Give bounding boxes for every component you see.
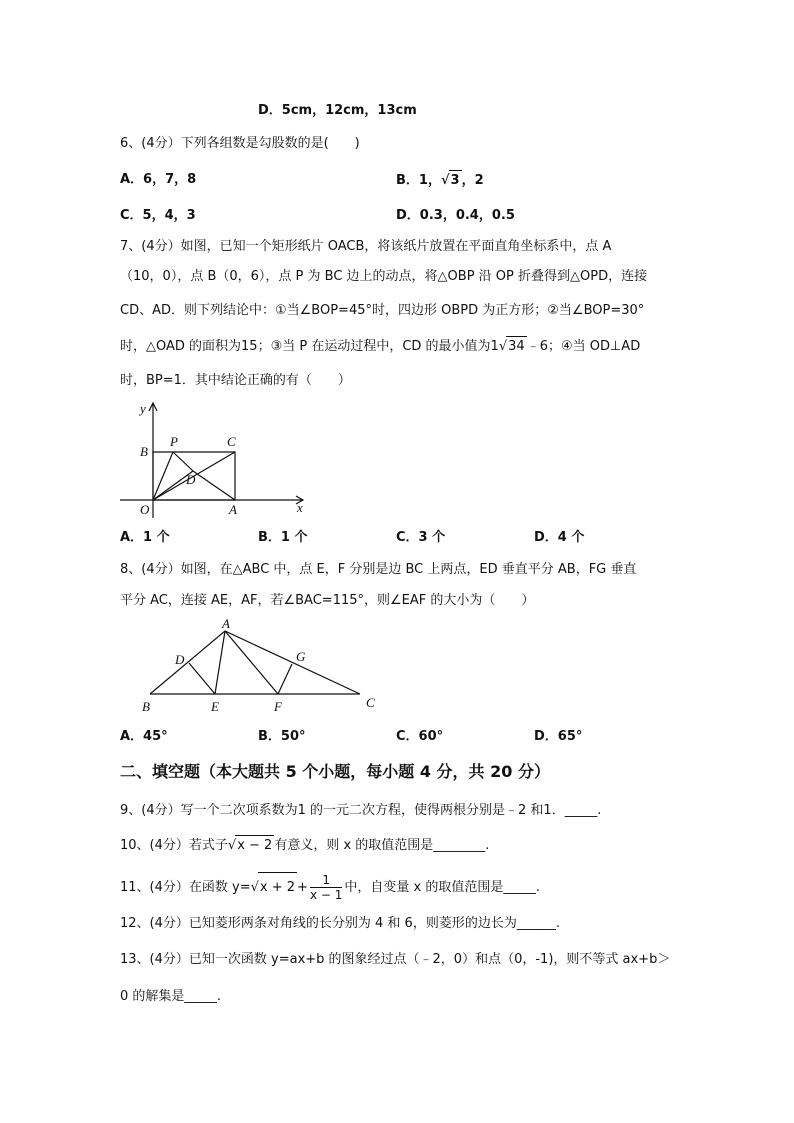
q11-fraction bbox=[310, 873, 342, 902]
q7-line-1: 7、(4分）如图，已知一个矩形纸片 OACB，将该纸片放置在平面直角坐标系中，点 A bbox=[120, 239, 612, 254]
q10-text bbox=[120, 835, 489, 856]
q13-line-2: 0 的解集是_____. bbox=[120, 989, 222, 1004]
q7-line-3: CD、AD．则下列结论中：①当∠BOP=45°时，四边形 OBPD 为正方形；②当∠BOP=30° bbox=[120, 303, 645, 318]
q7-line-5: 时，BP=1．其中结论正确的有（ ） bbox=[120, 373, 351, 388]
label-a: A bbox=[229, 502, 237, 517]
q11-radicand: x + 2 bbox=[258, 872, 297, 903]
q7-option-d: D．4 个 bbox=[534, 530, 585, 545]
q7-option-a: A．1 个 bbox=[120, 530, 170, 545]
segment-af bbox=[225, 631, 278, 694]
q7-figure bbox=[120, 398, 320, 520]
radical-sign: √ bbox=[227, 838, 237, 853]
q10-post: 有意义，则 x 的取值范围是________. bbox=[274, 838, 490, 853]
label-b: B bbox=[142, 699, 150, 714]
label-b: B bbox=[140, 444, 148, 459]
q11-plus: + bbox=[297, 880, 308, 895]
q7-option-b: B．1 个 bbox=[258, 530, 308, 545]
label-y: y bbox=[140, 401, 146, 416]
q6-option-b-pre: B．1， bbox=[396, 173, 441, 188]
q6-option-d: D．0.3，0.4，0.5 bbox=[396, 208, 515, 223]
label-p: P bbox=[170, 434, 178, 449]
segment-ab bbox=[150, 631, 225, 694]
q6-option-b bbox=[396, 170, 484, 191]
q11-post: 中，自变量 x 的取值范围是_____. bbox=[344, 880, 540, 895]
segment-de bbox=[189, 663, 215, 694]
q8-option-d: D．65° bbox=[534, 729, 583, 744]
q8-option-b: B．50° bbox=[258, 729, 306, 744]
label-c: C bbox=[366, 695, 375, 710]
label-x: x bbox=[297, 500, 303, 515]
q7-line-2: （10，0），点 B（0，6），点 P 为 BC 边上的动点，将△OBP 沿 OP 折叠得到△OPD，连接 bbox=[120, 269, 648, 284]
q11-text bbox=[120, 872, 540, 903]
q7-line-4 bbox=[120, 336, 640, 357]
q6-option-a: A．6，7，8 bbox=[120, 172, 197, 187]
q8-figure bbox=[130, 618, 390, 718]
q7-option-c: C．3 个 bbox=[396, 530, 446, 545]
q11-pre: 11、(4分）在函数 y= bbox=[120, 880, 251, 895]
q13-line-1: 13、(4分）已知一次函数 y=ax+b 的图象经过点（﹣2，0）和点（0，-1)，则不等式 ax+b＞ bbox=[120, 952, 671, 967]
label-f: F bbox=[274, 699, 282, 714]
q6-option-b-radicand: 3 bbox=[449, 170, 462, 191]
segment-ad bbox=[193, 471, 235, 500]
label-o: O bbox=[140, 502, 150, 517]
q5-option-d: D．5cm，12cm，13cm bbox=[258, 103, 417, 118]
q9-text: 9、(4分）写一个二次项系数为1 的一元二次方程，使得两根分别是﹣2 和1．_____. bbox=[120, 803, 602, 818]
q8-line-1: 8、(4分）如图，在△ABC 中，点 E，F 分别是边 BC 上两点，ED 垂直平分 AB，FG 垂直 bbox=[120, 562, 637, 577]
q8-option-a: A．45° bbox=[120, 729, 168, 744]
radical-sign: √ bbox=[498, 339, 508, 354]
q7-line-4-pre: 时，△OAD 的面积为15；③当 P 在运动过程中，CD 的最小值为1 bbox=[120, 339, 499, 354]
segment-pd bbox=[173, 452, 193, 471]
q8-line-2: 平分 AC，连接 AE，AF，若∠BAC=115°，则∠EAF 的大小为（ ） bbox=[120, 593, 535, 608]
segment-ac bbox=[225, 631, 360, 694]
q12-text: 12、(4分）已知菱形两条对角线的长分别为 4 和 6，则菱形的边长为______. bbox=[120, 916, 560, 931]
q6-option-b-post: ，2 bbox=[461, 173, 484, 188]
q8-option-c: C．60° bbox=[396, 729, 444, 744]
radical-sign: √ bbox=[250, 880, 259, 895]
q10-pre: 10、(4分）若式子 bbox=[120, 838, 228, 853]
q7-line-4-radicand: 34 bbox=[506, 336, 527, 357]
q6-stem: 6、(4分）下列各组数是勾股数的是( ) bbox=[120, 136, 360, 151]
segment-fg bbox=[278, 664, 292, 694]
segment-ae bbox=[215, 631, 225, 694]
q11-fraction-numerator: 1 bbox=[310, 873, 342, 888]
q6-option-c: C．5，4，3 bbox=[120, 208, 196, 223]
label-g: G bbox=[296, 649, 306, 664]
q7-line-4-post: ﹣6；④当 OD⊥AD bbox=[526, 339, 641, 354]
label-c: C bbox=[227, 434, 236, 449]
label-d: D bbox=[186, 472, 196, 487]
label-e: E bbox=[211, 699, 219, 714]
radical-sign: √ bbox=[440, 173, 450, 188]
q10-radicand: x − 2 bbox=[235, 835, 274, 856]
label-a: A bbox=[222, 618, 230, 631]
q11-fraction-denominator: x − 1 bbox=[309, 888, 343, 902]
section-2-title: 二、填空题（本大题共 5 个小题，每小题 4 分，共 20 分） bbox=[120, 762, 550, 781]
label-d: D bbox=[175, 652, 185, 667]
